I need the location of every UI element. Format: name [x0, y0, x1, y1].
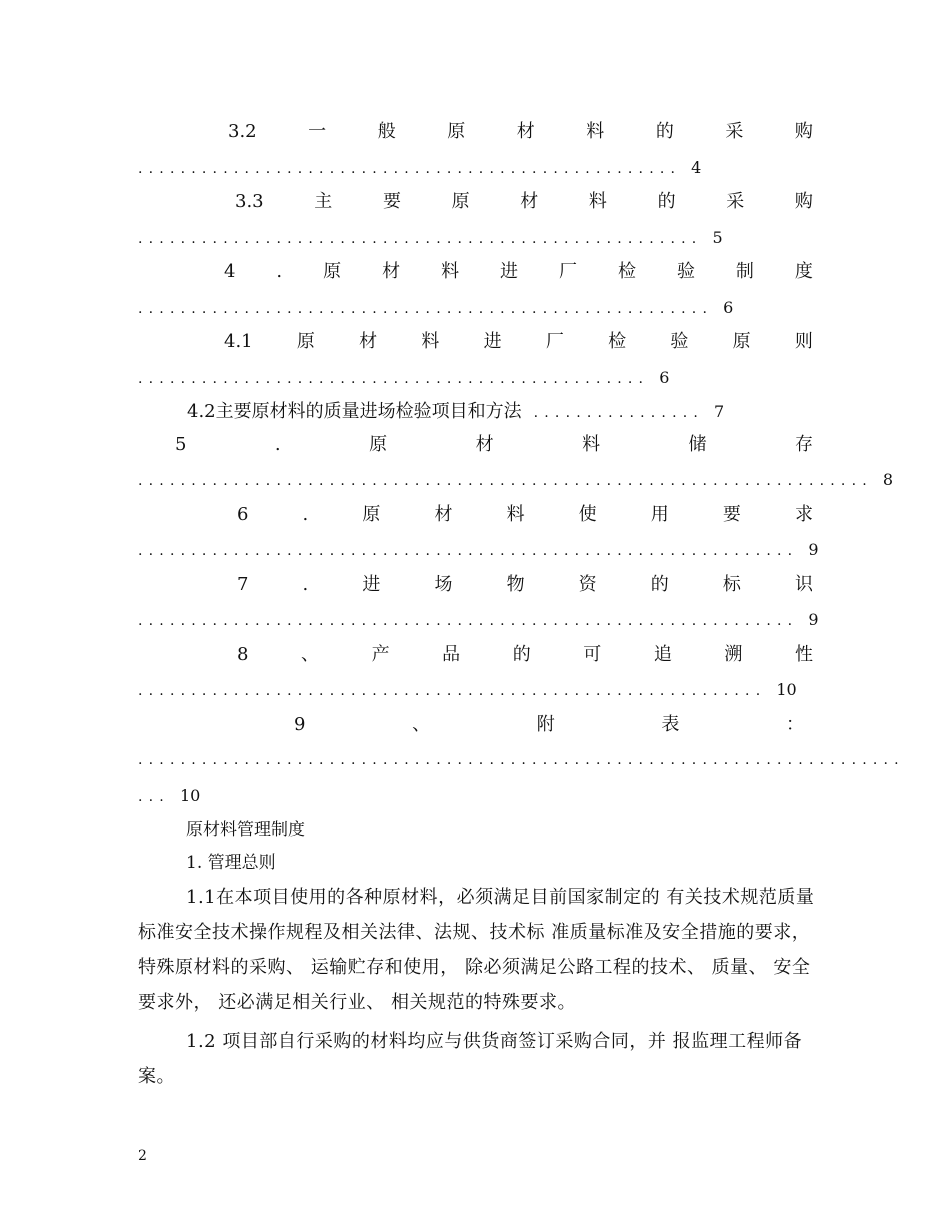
toc-row-9-leader: ........................................................................ [138, 752, 905, 768]
paragraph-1-1: 1.1在本项目使用的各种原材料，必须满足目前国家制定的 有关技术规范质量标准安全技术操作规程及相关法律、法规、技术标 准质量标准及安全措施的要求， 特殊原材料的采购、 运输贮存和使用， 除必须满足公路工程的技术、 质量、 安全要求外， 还必满足相关行业、 相关规范的特殊要求。 [138, 887, 815, 1013]
toc-page-number: 4 [691, 158, 702, 177]
toc-page-number: 9 [808, 540, 819, 559]
toc-row-5-leader: ..................................................................... 8 [138, 470, 894, 489]
toc-row-4-1-label: 4.1 原 材 料 进 厂 检 验 原 则 [224, 331, 813, 352]
toc-page-number: 8 [882, 470, 894, 489]
toc-row-4-2: 4.2主要原材料的质量进场检验项目和方法 ................ 7 [187, 401, 725, 422]
toc-page-number: 10 [179, 786, 201, 805]
section-heading-1: 1. 管理总则 [186, 853, 276, 873]
toc-page-number: 6 [723, 298, 734, 317]
toc-row-3-3-leader: ..................................................... 5 [138, 228, 723, 247]
paragraph-1-2: 1.2 项目部自行采购的材料均应与供货商签订采购合同，并 报监理工程师备案。 [138, 1031, 803, 1087]
toc-page-number: 10 [776, 680, 797, 699]
toc-row-7-leader: .............................................................. 9 [138, 610, 819, 629]
toc-row-9-leader-cont: ... 10 [138, 786, 201, 805]
section-title: 原材料管理制度 [186, 820, 305, 840]
toc-row-6-label: 6 . 原 材 料 使 用 要 求 [237, 504, 813, 525]
toc-row-8-leader: ........................................................... 10 [138, 680, 797, 699]
page-number: 2 [138, 1148, 147, 1164]
toc-row-4-1-leader: ................................................ 6 [138, 368, 670, 387]
toc-row-8-label: 8 、 产 品 的 可 追 溯 性 [237, 644, 813, 665]
toc-row-4-label: 4 . 原 材 料 进 厂 检 验 制 度 [224, 261, 813, 282]
toc-row-9-label: 9 、 附 表 ： [294, 714, 804, 735]
toc-row-7-label: 7 . 进 场 物 资 的 标 识 [237, 574, 813, 595]
toc-row-3-2-leader: ................................................... 4 [138, 158, 702, 177]
toc-row-4-2-label: 4.2主要原材料的质量进场检验项目和方法 [187, 401, 522, 422]
toc-row-5-label: 5 . 原 材 料 储 存 [175, 434, 813, 455]
toc-row-3-3-label: 3.3 主 要 原 材 料 的 采 购 [235, 191, 813, 212]
toc-row-4-leader: ...................................................... 6 [138, 298, 734, 317]
toc-page-number: 9 [808, 610, 819, 629]
toc-page-number: 7 [714, 402, 725, 421]
toc-row-3-2-label: 3.2 一 般 原 材 料 的 采 购 [228, 121, 813, 142]
toc-page-number: 5 [712, 228, 723, 247]
toc-row-6-leader: .............................................................. 9 [138, 540, 819, 559]
toc-page-number: 6 [659, 368, 670, 387]
